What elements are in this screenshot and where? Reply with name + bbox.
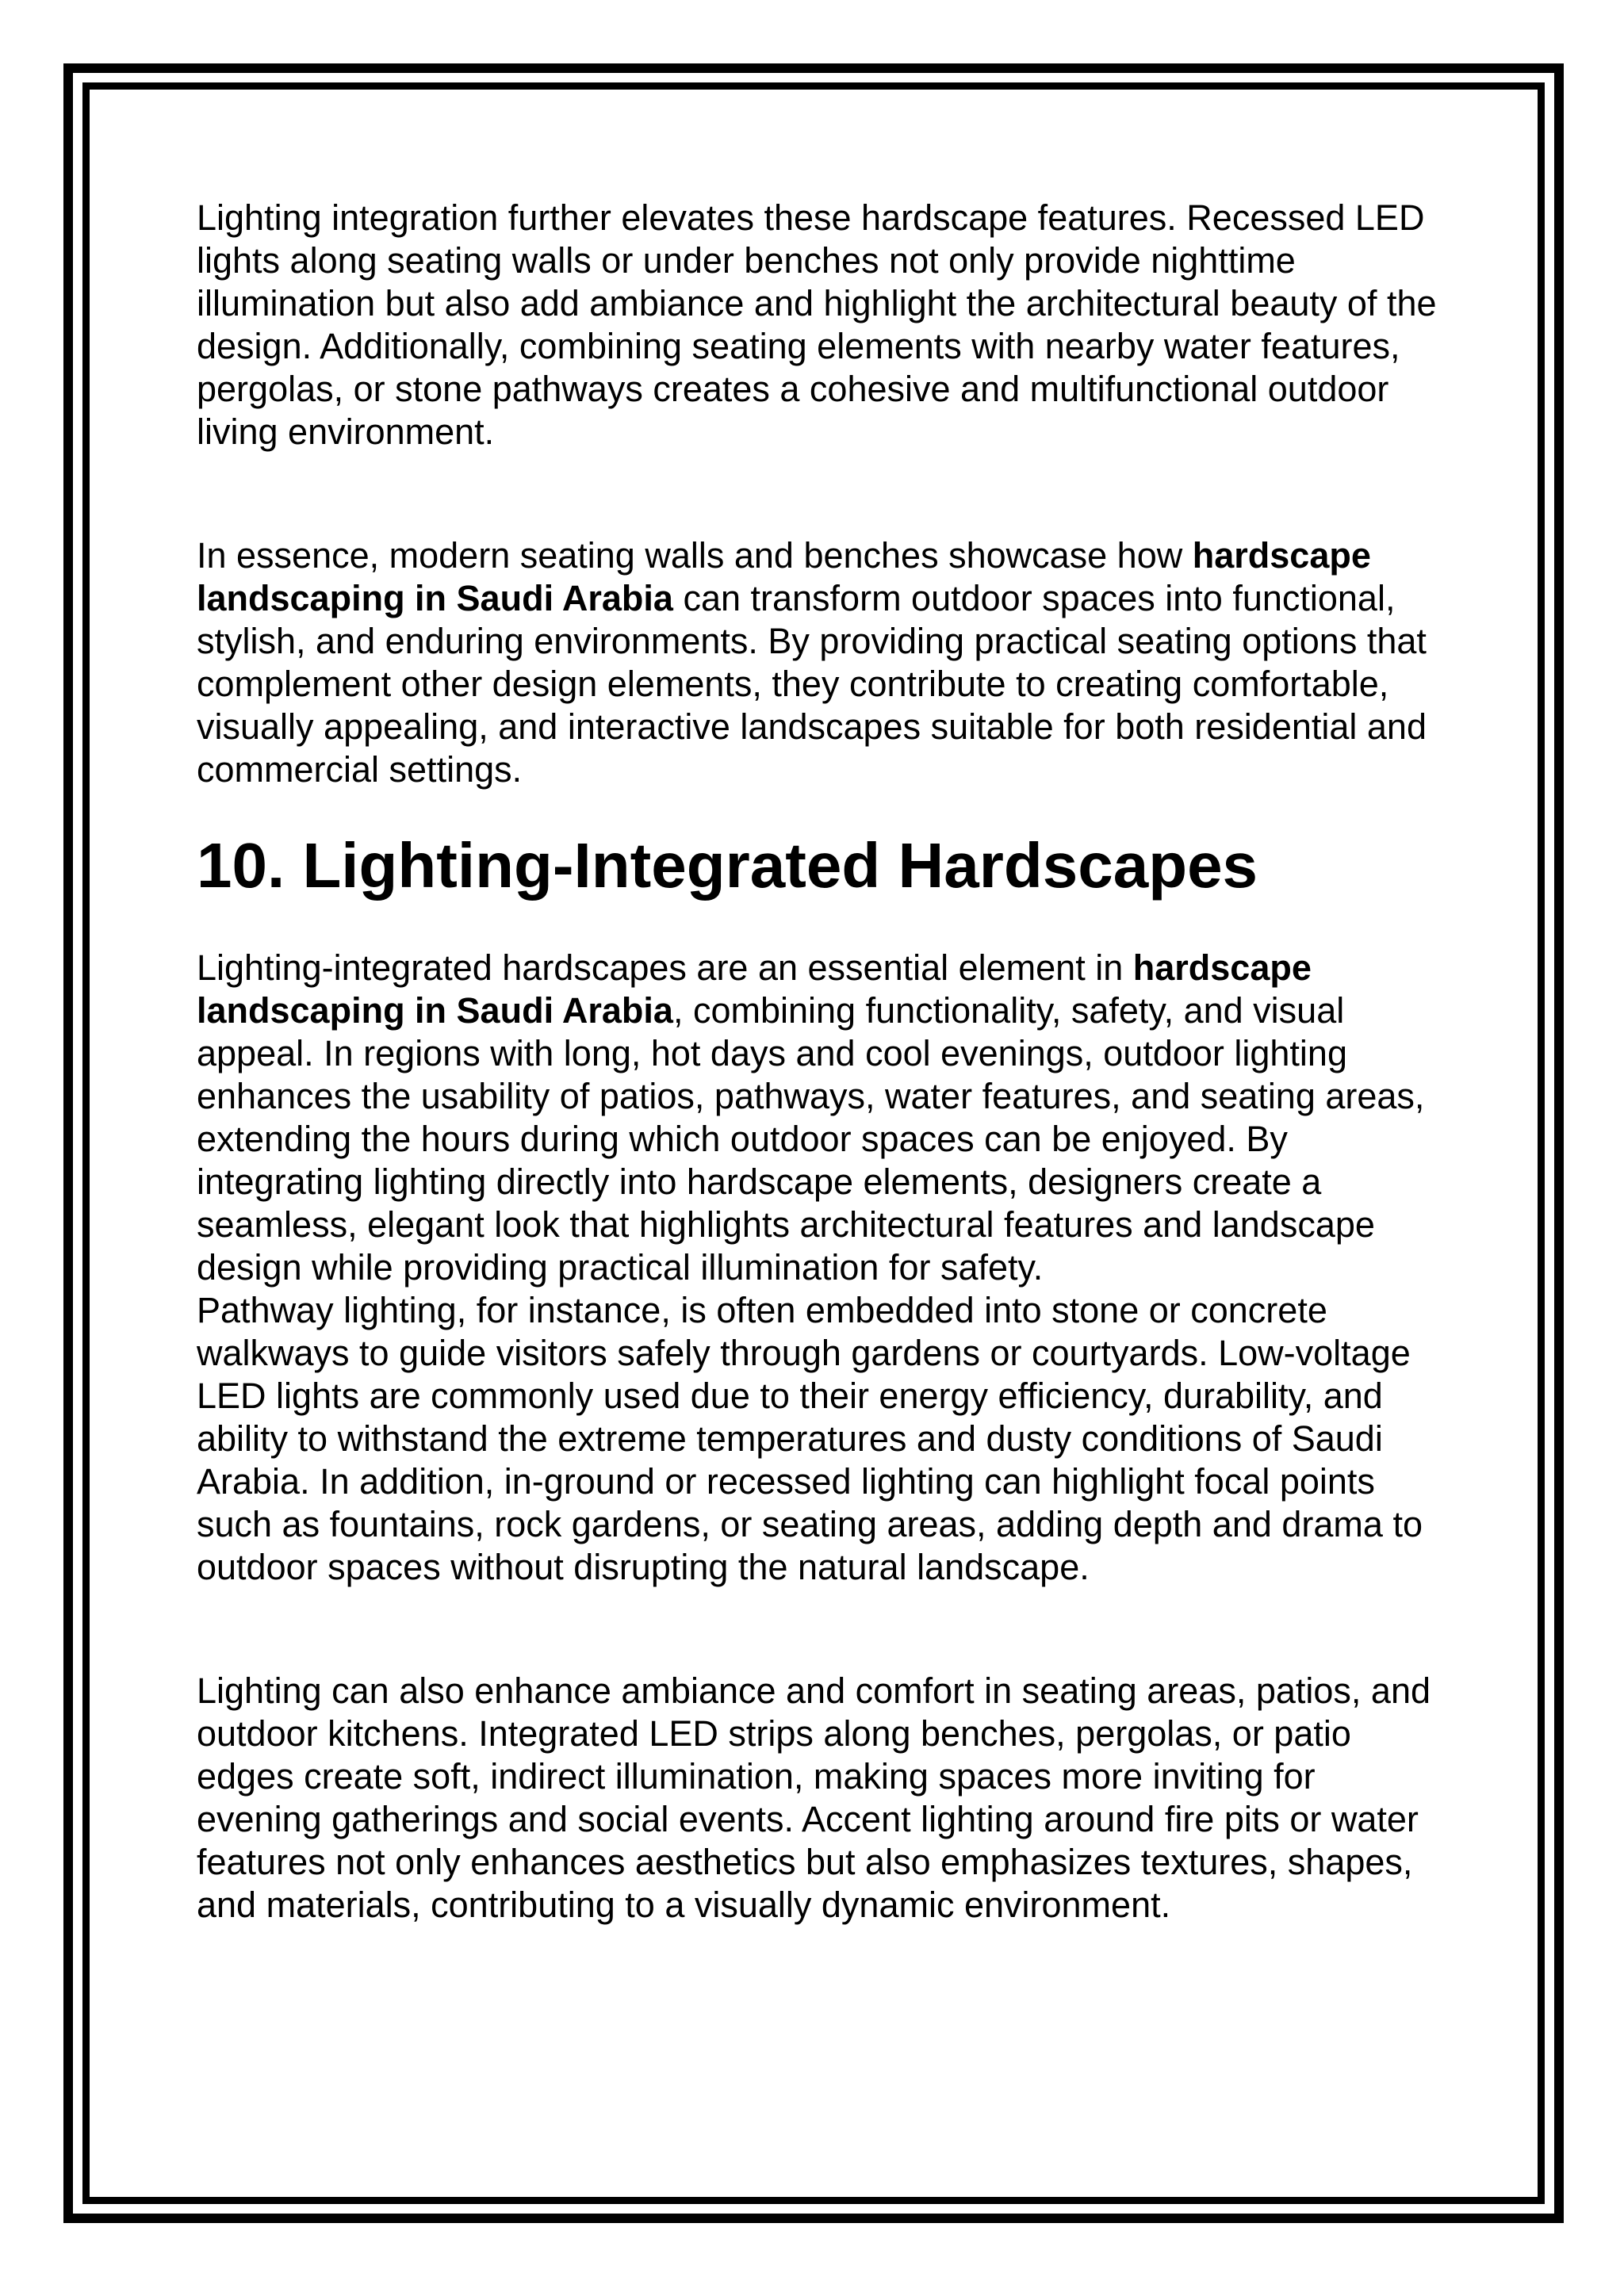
paragraph-spacer (197, 1589, 1450, 1670)
paragraph-pathway-lighting: Pathway lighting, for instance, is often embedded into stone or concrete walkways to guide visitors safely through gardens or courtyards. Low-voltage LED lights are commonly used due to their energy efficiency, durability, and ability to withstand the extreme temperatures and dusty conditions of Saudi Arabia. In addition, in-ground or recessed lighting can highlight focal points such as fountains, rock gardens, or seating areas, adding depth and drama to outdoor spaces without disrupting the natural landscape. (197, 1290, 1423, 1587)
paragraph-lighting-integrated-intro (197, 947, 1450, 1289)
paragraph-lighting-integration: Lighting integration further elevates these hardscape features. Recessed LED lights along seating walls or under benches not only provide nighttime illumination but also add ambiance and highlight the architectural beauty of the design. Additionally, combining seating elements with nearby water features, pergolas, or stone pathways creates a cohesive and multifunctional outdoor living environment. (197, 197, 1437, 452)
section-heading: 10. Lighting-Integrated Hardscapes (197, 830, 1258, 901)
page-content (197, 197, 1450, 1927)
paragraph-in-essence-end: can transform outdoor spaces into functional, stylish, and enduring environments. By providing practical seating options that complement other design elements, they contribute to creating comfortable, visually appealing, and interactive landscapes suitable for both residential and commercial settings. (197, 578, 1427, 790)
heading-spacer-bottom (197, 904, 1450, 947)
paragraph-in-essence-start: In essence, modern seating walls and benches showcase how (197, 535, 1193, 576)
paragraph-in-essence (197, 534, 1450, 791)
paragraph-ambiance-lighting: Lighting can also enhance ambiance and comfort in seating areas, patios, and outdoor kitchens. Integrated LED strips along benches, pergolas, or patio edges create soft, indirect illumination, making spaces more inviting for evening gatherings and social events. Accent lighting around fire pits or water features not only enhances aesthetics but also emphasizes textures, shapes, and materials, contributing to a visually dynamic environment. (197, 1670, 1431, 1925)
heading-spacer-top (197, 791, 1450, 828)
keyword-hardscape-landscaping: hardscape landscaping in Saudi Arabia (197, 947, 1312, 1031)
paragraph-intro-end: , combining functionality, safety, and visual appeal. In regions with long, hot days and cool evenings, outdoor lighting enhances the usability of patios, pathways, water features, and seating areas, extending the hours during which outdoor spaces can be enjoyed. By integrating lighting directly into hardscape elements, designers create a seamless, elegant look that highlights architectural features and landscape design while providing practical illumination for safety. (197, 990, 1425, 1288)
paragraph-spacer (197, 453, 1450, 534)
keyword-hardscape-landscaping: hardscape landscaping in Saudi Arabia (197, 535, 1371, 618)
paragraph-intro-start: Lighting-integrated hardscapes are an essential element in (197, 947, 1133, 988)
